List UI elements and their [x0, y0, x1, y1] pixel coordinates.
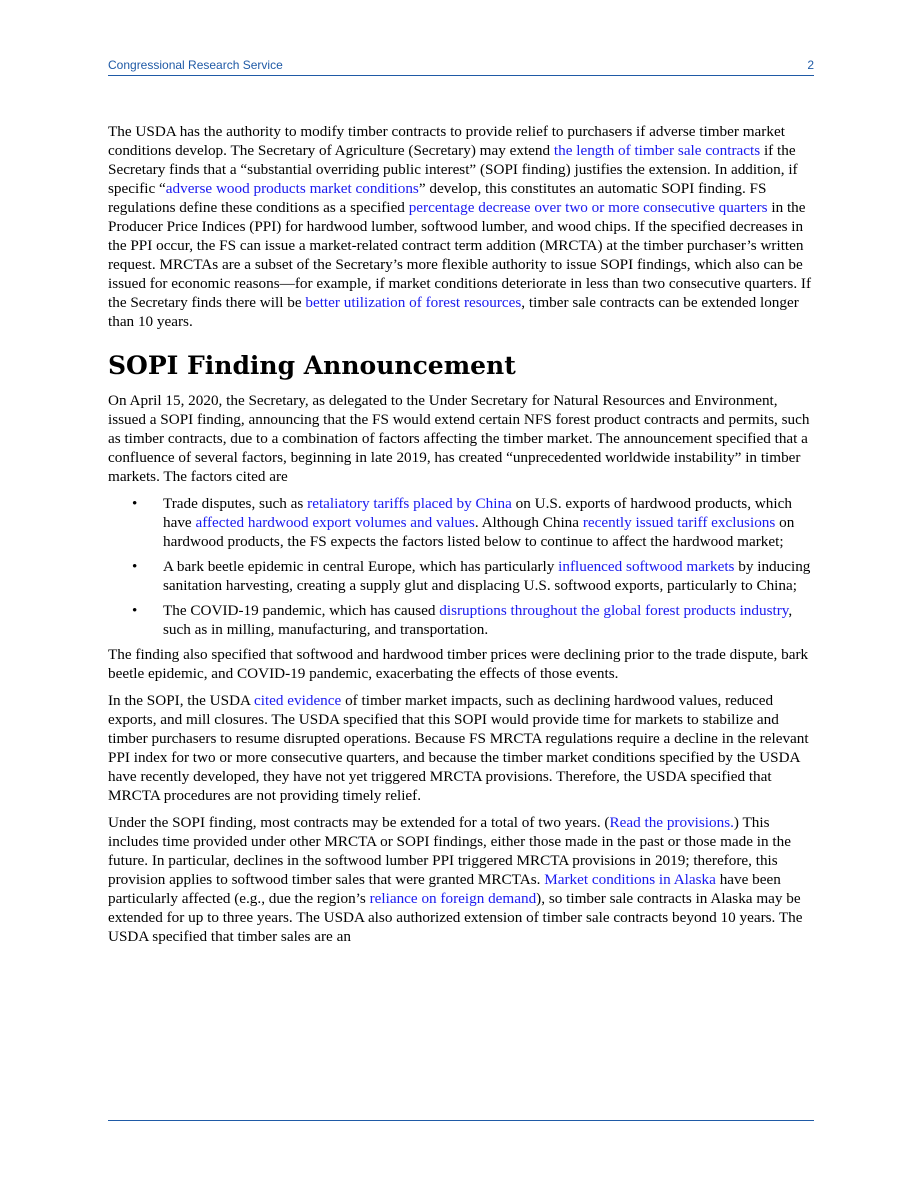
text-run: ), so timber sale contracts in Alaska may be extended for up to three years. The USDA also authorized extension of timber sale contracts beyond 10 years. The USDA specified that timber sales are an [108, 890, 803, 945]
text-run: in the Producer Price Indices (PPI) for hardwood lumber, softwood lumber, and wood chips. If the specified decreases in the PPI occur, the FS can issue a market-related contract term addition (MRCTA) at the timber purchaser’s written request. MRCTAs are a subset of the Secretary’s more flexible authority to issue SOPI findings, which also can be issued for economic reasons—for example, if market conditions deteriorate in less than two consecutive quarters. If the Secretary finds there will be [108, 199, 812, 311]
text-run: , such as in milling, manufacturing, and transportation. [163, 602, 793, 638]
list-item [108, 557, 816, 595]
text-run: ” develop, this constitutes an automatic SOPI finding. FS regulations define these conditions as a specified [108, 180, 767, 216]
text-run: Under the SOPI finding, most contracts may be extended for a total of two years. ( [108, 814, 610, 831]
text-run: have been particularly affected (e.g., due the region’s [108, 871, 781, 907]
text-run: if the Secretary finds that a “substantial overriding public interest” (SOPI finding) justifies the extension. In addition, if specific “ [108, 142, 798, 197]
text-run: A bark beetle epidemic in central Europe, which has particularly [163, 558, 559, 575]
text-run: on hardwood products, the FS expects the factors listed below to continue to affect the hardwood market; [163, 514, 795, 550]
document-body [108, 122, 816, 954]
list-item [108, 601, 816, 639]
text-run: The USDA has the authority to modify timber contracts to provide relief to purchasers if adverse timber market conditions develop. The Secretary of Agriculture (Secretary) may extend [108, 123, 785, 159]
page-number: 2 [807, 58, 814, 72]
text-run: In the SOPI, the USDA [108, 692, 254, 709]
text-run: ) This includes time provided under other MRCTA or SOPI findings, either those made in the past or those made in the future. In particular, declines in the softwood lumber PPI triggered MRCTA provisions in 2019; therefore, this provision applies to softwood timber sales that were granted MRCTAs. [108, 814, 791, 888]
paragraph-extension [108, 813, 816, 946]
text-run: , timber sale contracts can be extended longer than 10 years. [108, 294, 799, 330]
link-better-utilization[interactable]: better utilization of forest resources [305, 294, 522, 311]
paragraph-authority [108, 122, 816, 331]
bullet-symbol: • [132, 602, 138, 619]
link-percentage-decrease[interactable]: percentage decrease over two or more consecutive quarters [408, 199, 768, 216]
bullet-symbol: • [132, 495, 138, 512]
link-tariff-exclusions[interactable]: recently issued tariff exclusions [582, 514, 776, 531]
link-softwood-markets[interactable]: influenced softwood markets [558, 558, 735, 575]
link-hardwood-export-volumes[interactable]: affected hardwood export volumes and values [195, 514, 475, 531]
section-heading: SOPI Finding Announcement [108, 351, 516, 380]
header-organization: Congressional Research Service [108, 58, 283, 72]
link-global-forest-disruptions[interactable]: disruptions throughout the global forest products industry [439, 602, 789, 619]
page-header [108, 57, 814, 76]
text-run: The COVID-19 pandemic, which has caused [163, 602, 440, 619]
factors-list [108, 494, 816, 639]
footer-divider [108, 1120, 814, 1121]
link-retaliatory-tariffs[interactable]: retaliatory tariffs placed by China [307, 495, 512, 512]
text-run: by inducing sanitation harvesting, creating a supply glut and displacing U.S. softwood exports, particularly to China; [163, 558, 811, 594]
link-length-of-contracts[interactable]: the length of timber sale contracts [553, 142, 761, 159]
link-adverse-market-conditions[interactable]: adverse wood products market conditions [165, 180, 419, 197]
bullet-symbol: • [132, 558, 138, 575]
text-run: . Although China [474, 514, 583, 531]
list-item [108, 494, 816, 551]
text-run: on U.S. exports of hardwood products, which have [163, 495, 792, 531]
link-foreign-demand[interactable]: reliance on foreign demand [369, 890, 537, 907]
link-read-provisions[interactable]: Read the provisions. [609, 814, 734, 831]
paragraph-announcement: On April 15, 2020, the Secretary, as delegated to the Under Secretary for Natural Resources and Environment, issued a SOPI finding, announcing that the FS would extend certain NFS forest product contracts and permits, such as timber contracts, due to a combination of factors affecting the timber market. The announcement specified that a confluence of several factors, beginning in late 2019, has created “unprecedented worldwide instability” in timber markets. The factors cited are [108, 392, 810, 485]
paragraph-prices: The finding also specified that softwood and hardwood timber prices were declining prior to the trade dispute, bark beetle epidemic, and COVID-19 pandemic, exacerbating the effects of those events. [108, 646, 809, 682]
text-run: of timber market impacts, such as declining hardwood values, reduced exports, and mill closures. The USDA specified that this SOPI would provide time for markets to stabilize and timber purchasers to resume disrupted operations. Because FS MRCTA regulations require a decline in the relevant PPI index for two or more consecutive quarters, and because the timber market conditions specified by the USDA have recently developed, they have not yet triggered MRCTA provisions. Therefore, the USDA specified that MRCTA procedures are not providing timely relief. [108, 692, 809, 804]
link-cited-evidence[interactable]: cited evidence [253, 692, 342, 709]
paragraph-evidence [108, 691, 816, 805]
link-alaska-market-conditions[interactable]: Market conditions in Alaska [544, 871, 716, 888]
text-run: Trade disputes, such as [163, 495, 308, 512]
